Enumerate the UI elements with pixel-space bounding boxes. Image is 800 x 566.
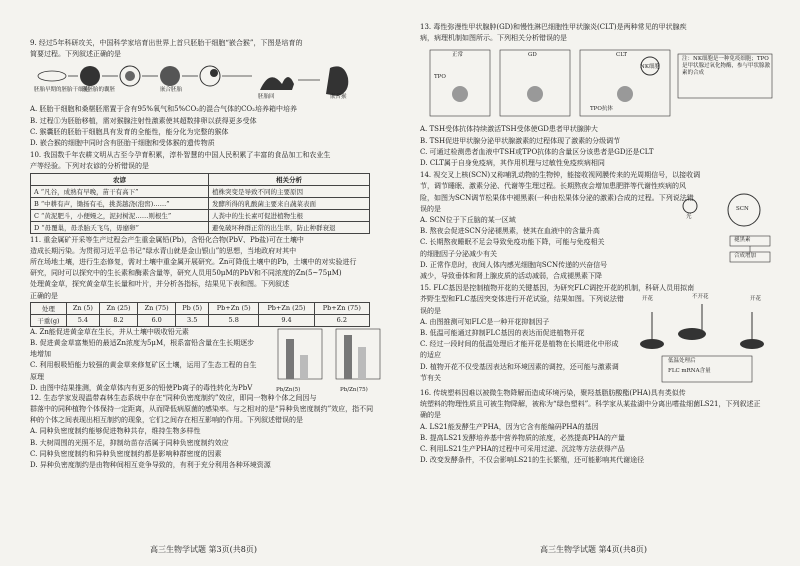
q13-fig-label: TPO — [434, 74, 446, 81]
q13-fig-label: TPO抗体 — [590, 106, 613, 113]
q12-option-d: D. 异种负密度制约是由物种间相互竞争导致的，有利于充分利用各种环境资源 — [30, 461, 271, 470]
q12-stem: 12. 生态学家发现温带森林生态系统中存在“同种负密度制约”效应，即同一物种个体之间因与 — [30, 393, 317, 402]
q13-option-a: A. TSH受体抗体持续激活TSH受体使GD患者甲状腺肿大 — [420, 125, 598, 134]
q14-fig-label: 光 — [686, 213, 692, 220]
q15-fig-label: 低温处理后 — [668, 358, 696, 365]
q16-stem-line: 统塑料的物理性质且可被生物降解，被称为“绿色塑料”。科学家从某盐湖中分离出嗜盐细菌LS21，下列叙述正 — [420, 400, 761, 409]
q11-option-a: A. Zn能促进黄金草在生长，并从土壤中吸收铅元素 — [30, 327, 189, 336]
q12-option-c: C. 同种负密度制约和异种负密度制约都是影响种群密度的因素 — [30, 449, 222, 458]
q9-fig-label: 猴胚胎的囊胚 — [82, 87, 116, 94]
q11-table — [30, 302, 370, 327]
q11-option-b: B. 促进黄金草富集铅的最适Zn浓度为5μM，根系富铅含量在生长期逐步地增加 — [30, 339, 255, 359]
table-header: 农谚 — [31, 173, 209, 185]
table-cell: 6.0 — [138, 314, 176, 326]
q14-option-d-cont: 减少，导致垂体和肾上腺皮质的活动减弱，合成褪黑素下降 — [420, 272, 602, 281]
q14-fig-label: 合成增加 — [734, 252, 757, 259]
q9-option-d: D. 嵌合猴的细胞中同时含有胚胎干细胞和受体猴的遗传物质 — [30, 139, 215, 148]
table-cell: Pb+Zn (5) — [209, 302, 259, 314]
q9-figure — [30, 60, 388, 104]
q15-fig-label: 开花 — [642, 296, 654, 303]
q9-fig-label: 嵌合猴 — [330, 94, 347, 101]
q13-fig-label: NK细胞 — [640, 64, 660, 71]
q9-fig-label: 胚胎回 — [258, 94, 275, 101]
q15-option-c: C. 经过一段时间的低温处理后才能开花是植物在长期进化中形成的适应 — [420, 340, 619, 360]
q16-option-c: C. 利用LS21生产PHA的过程中可采用过滤、沉淀等方法获得产品 — [420, 445, 625, 454]
q10-stem: 10. 我国数千年农耕文明从古至今孕育积累，淳朴智慧的中国人民积累了丰富的食品加工和农业生 — [30, 151, 331, 160]
q13-fig-label: GD — [528, 52, 537, 59]
q15-stem: 15. FLC基因是控制植物开花的关键基因，为研究FLC调控开花的机制，科研人员用拟南 — [420, 284, 695, 293]
q14-option-c: C. 长期熬夜睡眠不足会导致免疫功能下降，可能与免疫相关 — [420, 238, 605, 247]
table-cell: 3.5 — [176, 314, 209, 326]
q13-fig-label: 正常 — [452, 52, 464, 59]
q13-option-b: B. TSH促进甲状腺分泌甲状腺激素的过程体现了激素的分级调节 — [420, 136, 621, 145]
q14-option-a: A. SCN位于下丘脑的某一区域 — [420, 216, 516, 225]
q16-option-b: B. 提高LS21发酵培养基中营养物质的浓度，必然提高PHA的产量 — [420, 433, 625, 442]
page-footer: 高三生物学试题 第4页(共8页) — [540, 545, 647, 554]
q14-stem: 14. 视交叉上核(SCN)又称哺乳动物的生物钟，能接收视网膜传来的光周期信号，以接收调 — [420, 171, 701, 180]
table-row — [31, 197, 370, 209]
q11-stem: 11. 重金属矿开采等生产过程会产生重金属铅(Pb)，含铅化合物(PbV、Pb盐)可在土壤中 — [30, 235, 304, 244]
q11-options-with-chart — [30, 327, 388, 393]
table-row — [31, 209, 370, 221]
q14-option-b: B. 熬夜会促进SCN分泌褪黑素，使其在血液中的含量升高 — [420, 227, 600, 236]
table-cell: Pb (5) — [176, 302, 209, 314]
table-cell: Zn (5) — [66, 302, 99, 314]
q16-option-a: A. LS21能发酵生产PHA，因为它含有能编码PHA的基因 — [420, 422, 599, 431]
q11-chart-label: Pb/Zn(5) — [276, 386, 301, 393]
table-cell: 发酵所得的乳酸菌主要来自蔬菜表面 — [208, 197, 369, 209]
q15-options-with-figure — [420, 294, 788, 384]
q15-stem-line: 误的是 — [420, 306, 441, 315]
table-cell: B “中耕有声，锄扬有毛，挑粪越浇(泡窖)……” — [31, 197, 209, 209]
q9-fig-label: 胚胎早期的胚胎干细胞 — [34, 87, 90, 94]
q9-fig-label: 嵌合胚胎 — [160, 87, 183, 94]
q15-option-d: D. 植物开花不仅受基因表达和环境因素的调控，还可能与激素调节有关 — [420, 362, 619, 382]
q12-stem-line: 群落中的同种植物个体保持一定距离，从而降低病原菌的感染率。与之相对的是“异种负密度制约”效应，指不同 — [30, 405, 374, 414]
q14-option-d: D. 正常作息时，夜间人体内感光细胞向SCN传递的兴奋信号 — [420, 260, 608, 269]
q14-stem-line: 险，如图为SCN调节松果体中褪黑素(一种由松果体分泌的激素)合成的过程。下列说法错 — [420, 193, 694, 202]
table-cell: C “黄泥肥斗，小便嫚之，泥封树泥……则根生” — [31, 209, 209, 221]
q9-stem: 9. 经过5年科研攻关，中国科学家培育出世界上首只胚胎干细胞“嵌合猴”，下图是培育的 — [30, 39, 303, 47]
q13-stem-2: 病，病理机制如图所示。下列相关分析错误的是 — [420, 34, 567, 43]
table-cell: Pb+Zn (75) — [314, 302, 369, 314]
q11-option-c: C. 利用根吸铅能力较强的黄金草来修复矿区土壤，运用了生态工程的自生原理 — [30, 361, 257, 381]
table-cell: Zn (75) — [138, 302, 176, 314]
page-footer: 高三生物学试题 第3页(共8页) — [150, 545, 257, 554]
q11-chart-label: Pb/Zn(75) — [340, 386, 368, 393]
table-cell: 人粪中的生长素可促进植物生根 — [208, 209, 369, 221]
q14-fig-label: SCN — [736, 205, 749, 212]
q14-stem-line: 节，调节睡眠、激素分泌、代谢等生理过程。长期熬夜会增加患肥胖等代谢性疾病的风 — [420, 182, 686, 191]
q14-stem-line: 误的是 — [420, 204, 441, 213]
q15-option-a: A. 由图推测可知FLC是一种开花抑制因子 — [420, 317, 550, 326]
table-cell: D “毋覆巢，毋杀胎夭飞鸟，毋靡卵” — [31, 221, 209, 233]
q11-option-d: D. 由图中结果推测，黄金草体内有更多的铅使Pb离子的毒性转化为PbV — [30, 383, 253, 392]
table-cell: 6.2 — [314, 314, 369, 326]
table-header: 相关分析 — [208, 173, 369, 185]
q11-stem-line: 处理黄金草，探究黄金草生长量和叶片，并分析各指标，结果见下表和图。下列叙述 — [30, 280, 289, 289]
q13-figure — [420, 44, 788, 124]
table-row — [31, 185, 370, 197]
q13-stem: 13. 毒性弥漫性甲状腺肿(GD)和慢性淋巴细胞性甲状腺炎(CLT)是两种常见的甲状腺疾 — [420, 23, 687, 31]
q13-fig-label: CLT — [616, 52, 628, 59]
q15-fig-label: FLC mRNA含量 — [668, 368, 711, 375]
q9-option-a: A. 胚胎干细胞和桑椹胚需置于含有95%氧气和5%CO₂的混合气体的CO₂培养箱中培养 — [30, 105, 297, 114]
table-cell: Pb+Zn (25) — [259, 302, 314, 314]
table-cell: 干重(g) — [31, 314, 67, 326]
table-cell: A “凡谷，成熟有早晚，苗干有高下” — [31, 185, 209, 197]
table-cell: 9.4 — [259, 314, 314, 326]
q15-fig-label: 开花 — [750, 296, 762, 303]
table-cell: 植株突变是导致不同的主要原因 — [208, 185, 369, 197]
q11-stem-line: 造成长期污染。为贯彻习近平总书记“绿水青山就是金山银山”的思想，当地政府对其中 — [30, 246, 297, 255]
q9-option-b: B. 过程①为胚胎移植，需对猴腺注射性激素使其超数排卵以获得更多受体 — [30, 116, 257, 125]
q16-stem-line: 确的是 — [420, 411, 441, 420]
q10-stem-2: 产等经验。下列对农谚的分析错误的是 — [30, 162, 149, 171]
q9-figure-svg — [30, 60, 370, 104]
q12-stem-line: 种的个体之间表现出相互制约的现象，它们之间存在相互影响的作用。下列叙述错误的是 — [30, 416, 303, 425]
q11-stem-line: 正确的是 — [30, 291, 58, 300]
q14-options-with-figure — [420, 204, 788, 282]
table-cell: Zn (25) — [99, 302, 137, 314]
table-cell: 避免破坏种群正常的出生率，防止种群衰退 — [208, 221, 369, 233]
table-cell: 处理 — [31, 302, 67, 314]
table-row — [31, 221, 370, 233]
q15-fig-label: 不开花 — [692, 294, 709, 301]
q9-option-c: C. 猴囊胚的胚胎干细胞具有发育的全能性，能分化为完整的猴体 — [30, 127, 229, 136]
table-cell: 5.4 — [66, 314, 99, 326]
q13-option-d: D. CLT属于自身免疫病，其作用机理与过敏性免疫疾病相同 — [420, 159, 605, 168]
q12-option-a: A. 同种负密度制约能够促进物种共存，维持生物多样性 — [30, 427, 201, 436]
q11-stem-line: 所在场地土壤，进行生态修复，需对土壤中重金属开展研究。Zn可降低土壤中的Pb，土壤中的对实验进行 — [30, 258, 357, 267]
table-cell: 8.2 — [99, 314, 137, 326]
q9-stem-2: 简要过程。下列叙述正确的是 — [30, 50, 121, 59]
q16-option-d: D. 改变发酵条件，不仅会影响LS21的生长繁殖，还可能影响其代谢途径 — [420, 456, 645, 465]
q11-bar-charts — [270, 325, 388, 395]
q13-note: 注：NK细胞是一种免疫细胞；TPO是甲状腺过氧化物酶，参与甲状腺激素的合成 — [682, 56, 771, 77]
q14-figure-svg — [676, 188, 786, 268]
q11-stem-line: 研究，同时可以探究中的生长素和酶素含量等，研究人员用50μM的PbV和不同浓度的Zn(5~75μM) — [30, 269, 342, 278]
q14-option-c-cont: 的细胞因子分泌减少有关 — [420, 249, 497, 258]
right-page — [400, 0, 800, 566]
table-row — [31, 302, 370, 314]
q14-fig-label: 褪黑素 — [734, 236, 751, 243]
q13-option-c: C. 可通过检测患者血液中TSH或TPO抗体的含量区分该患者是GD还是CLT — [420, 147, 654, 156]
q16-stem: 16. 传统塑料因难以被微生物降解而造成环境污染，聚羟基脂肪酸酯(PHA)具有类似传 — [420, 389, 686, 398]
q15-option-b: B. 低温可能通过抑制FLC基因的表达而促进植物开花 — [420, 329, 585, 338]
q15-stem-line: 芥野生型和FLC基因突变体进行开花试验，结果如图。下列说法错 — [420, 295, 624, 304]
q12-option-b: B. 大树周围的光照不足，抑制幼苗存活属于同种负密度制约效应 — [30, 438, 229, 447]
q10-table — [30, 173, 370, 234]
table-cell: 5.8 — [209, 314, 259, 326]
